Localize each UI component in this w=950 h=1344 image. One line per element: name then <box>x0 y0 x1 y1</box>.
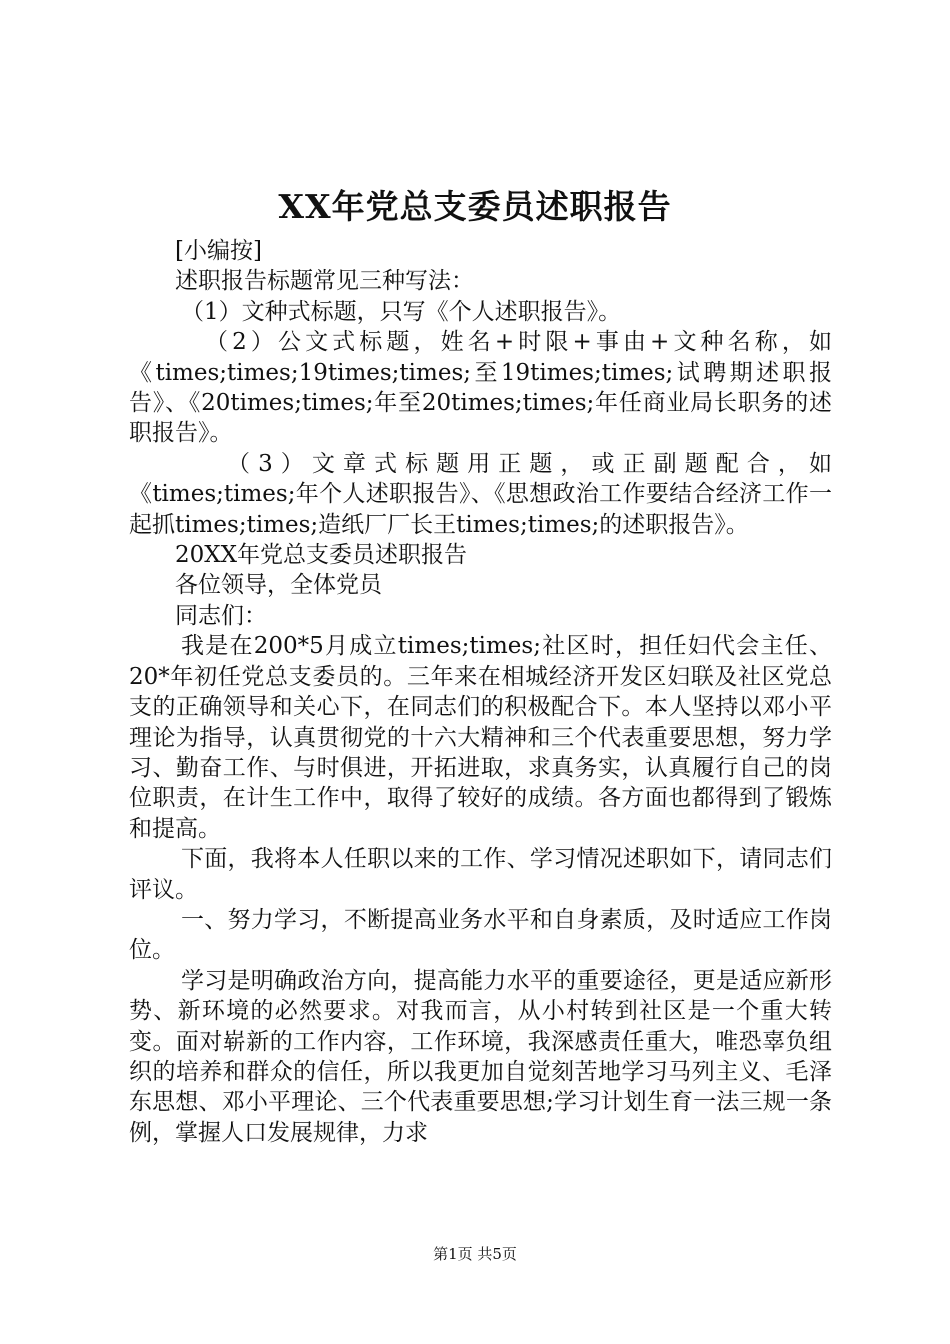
document-body <box>129 236 832 1148</box>
paragraph: 我是在200*5月成立times;times;社区时，担任妇代会主任、20*年初任党总支委员的。三年来在相城经济开发区妇联及社区党总支的正确领导和关心下，在同志们的积极配合下。本人坚持以邓小平理论为指导，认真贯彻党的十六大精神和三个代表重要思想，努力学习、勤奋工作、与时俱进，开拓进取，求真务实，认真履行自己的岗位职责，在计生工作中，取得了较好的成绩。各方面也都得到了锻炼和提高。 <box>129 633 832 842</box>
paragraph: （1）文种式标题，只写《个人述职报告》。 <box>181 298 622 325</box>
document-title: XX年党总支委员述职报告 <box>278 187 672 226</box>
page-number: 第1页 共5页 <box>433 1245 517 1263</box>
report-subtitle: 20XX年党总支委员述职报告 <box>175 542 468 569</box>
section-heading: 一、努力学习，不断提高业务水平和自身素质，及时适应工作岗位。 <box>129 906 832 964</box>
salutation: 各位领导，全体党员 <box>175 572 382 599</box>
salutation: 同志们： <box>175 602 267 629</box>
paragraph: （3）文章式标题用正题，或正副题配合，如《times;times;年个人述职报告》、《思想政治工作要结合经济工作一起抓times;times;造纸厂厂长王times;times;的述职报告》。 <box>129 450 832 538</box>
paragraph: 下面，我将本人任职以来的工作、学习情况述职如下，请同志们评议。 <box>129 846 832 903</box>
paragraph: 学习是明确政治方向，提高能力水平的重要途径，更是适应新形势、新环境的必然要求。对我而言，从小村转到社区是一个重大转变。面对崭新的工作内容，工作环境，我深感责任重大，唯恐辜负组织的培养和群众的信任，所以我更加自觉刻苦地学习马列主义、毛泽东思想、邓小平理论、三个代表重要思想;学习计划生育一法三规一条例，掌握人口发展规律，力求 <box>129 967 832 1146</box>
paragraph: （2）公文式标题，姓名+时限+事由+文种名称，如《times;times;19times;times;至19times;times;试聘期述职报告》、《20times;times;年至20times;times;年任商业局长职务的述职报告》。 <box>129 329 832 447</box>
editor-note-label: [小编按] <box>175 238 262 264</box>
paragraph: 述职报告标题常见三种写法： <box>175 268 474 295</box>
